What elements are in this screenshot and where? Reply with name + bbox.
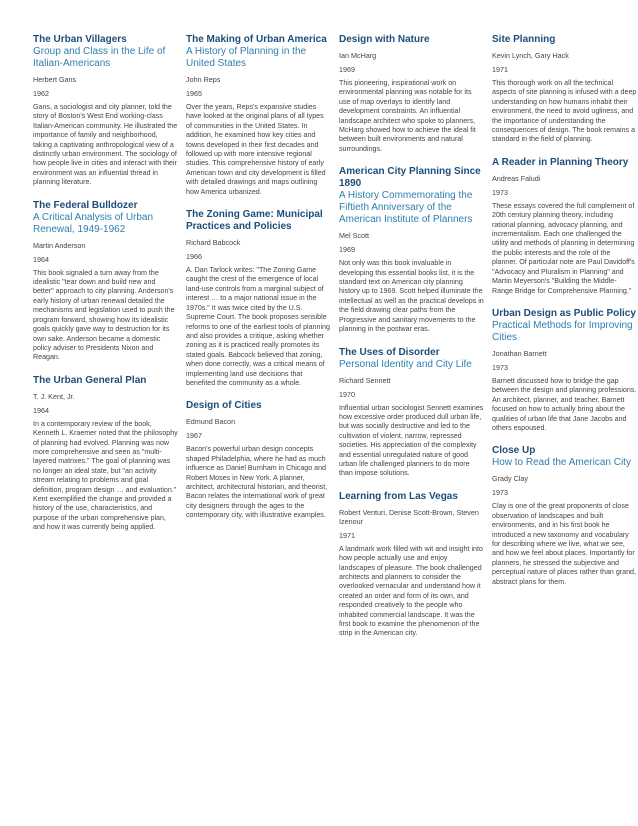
book-entry [186, 209, 331, 388]
book-year: 1964 [33, 405, 49, 415]
book-author: Ian McHarg [339, 51, 377, 60]
book-title: Urban Design as Public Policy [492, 307, 636, 319]
book-entry [339, 166, 484, 334]
book-description: Influential urban sociologist Sennett examines how excessive order produced dull urban life, but was socially destructive and led to the cultivation of violent, narrow, repressed societies. His appreciation of the complexity and essential unregulated nature of good urban life challenged planners to do more than impose solutions. [339, 403, 484, 478]
book-subtitle: A History of Planning in the United States [186, 46, 307, 69]
book-entry [339, 347, 484, 479]
book-title: Design with Nature [339, 34, 430, 45]
book-description: Not only was this book invaluable in developing this essential books list, it is the standard text on American city planning history up to 1969. Scott helped illuminate the intellectual as well as the practical develops in the field drawing clear paths from the Progressive and sanitary movements to the planning in the postwar eras. [339, 259, 484, 334]
book-year: 1962 [33, 89, 49, 98]
book-subtitle: Practical Methods for Improving Cities [492, 319, 633, 343]
book-title: The Urban General Plan [33, 374, 147, 386]
book-entry [186, 34, 331, 197]
book-year: 1970 [339, 389, 355, 399]
book-entry [339, 491, 484, 639]
book-year: 1967 [186, 431, 202, 441]
book-description: A. Dan Tarlock writes: "The Zoning Game caught the crest of the emergence of local land-use controls from a marginal subject of interest … to a major national issue in the 1970s." It was twice cited by the U.S. Supreme Court. The book proposes sensible reforms to one of the earliest tools of planning and also provides a critique, asking whether zoning as it is practiced really promotes its stated goals. Babcock believed that zoning, when done correctly, was a critical means of implementing land use decisions that benefited the community as a whole. [186, 266, 330, 387]
book-year: 1966 [186, 252, 202, 262]
book-year: 1965 [186, 89, 202, 98]
book-entry [492, 445, 637, 587]
book-year: 1973 [492, 362, 508, 372]
book-author: Robert Venturi, Denise Scott-Brown, Steven Izenour [339, 507, 479, 526]
book-subtitle: A Critical Analysis of Urban Renewal, 1949-1962 [33, 211, 154, 235]
book-year: 1969 [339, 245, 355, 255]
book-description: Over the years, Reps's expansive studies have looked at the original plans of all types of communities in the United States. In addition, he examined how key cities and towns developed in their first decades and followed up with more intensive regional studies. This comprehensive history of early American town and city development is filled with detailed drawings and maps outlining how America urbanized. [186, 103, 326, 196]
book-author: Martin Anderson [33, 240, 86, 250]
book-year: 1973 [492, 488, 508, 498]
book-entry [186, 400, 331, 520]
book-description: These essays covered the full complement of 20th century planning theory, including rational planning, advocacy planning, and incrementalism. Each one challenged the utility and methods of planning in determining the public interests and the role of the planner. Of particular note are Paul Davidoff's "Advocacy and Pluralism in Planning" and Martin Meyerson's "Building the Middle-Range Bridge for Comprehensive Planning." [492, 201, 635, 295]
book-description: Barnett discussed how to bridge the gap between the design and planning professions. An architect, planner, and teacher, Barnett focused on how to actually bring about the qualities of urban life that Jane Jacobs and others espoused. [492, 376, 637, 432]
book-entry [492, 308, 637, 433]
book-subtitle: Group and Class in the Life of Italian-Americans [33, 46, 166, 69]
book-entry [339, 34, 484, 154]
book-description: Gans, a sociologist and city planner, told the story of Boston's West End working-class Italian-American community. He illustrated the importance of family and neighborhood, taking a captivating anthropological view of a distinctly urban environment. The sociology of how people live in cities and interact with their environment was an influential thread in planning literature. [33, 103, 178, 187]
book-title: The Zoning Game: Municipal Practices and Policies [186, 209, 323, 233]
book-title: Design of Cities [186, 400, 262, 412]
book-entry [492, 34, 637, 145]
book-title: The Urban Villagers [33, 34, 127, 45]
book-author: Andreas Faludi [492, 173, 541, 183]
book-year: 1969 [339, 65, 355, 74]
column-2 [186, 34, 331, 826]
book-subtitle: Personal Identity and City Life [339, 358, 472, 370]
book-author: John Reps [186, 75, 221, 84]
column-1 [33, 34, 178, 826]
book-year: 1964 [33, 254, 49, 264]
book-description: Bacon's powerful urban design concepts shaped Philadelphia, where he had as much influence as Daniel Burnham in Chicago and Robert Moses in New York. A planner, architect, architectural historian, and theorist, Bacon relates the international work of great city designers through the ages to the contemporary city, with illustrative examples. [186, 445, 328, 520]
book-year: 1971 [492, 65, 508, 74]
book-author: Jonathan Barnett [492, 348, 547, 358]
book-author: Richard Sennett [339, 375, 391, 385]
book-author: Kevin Lynch, Gary Hack [492, 51, 569, 60]
book-entry [33, 375, 178, 533]
book-title: American City Planning Since 1890 [339, 166, 481, 190]
book-entry [33, 34, 178, 188]
book-description: This book signaled a turn away from the idealistic "tear down and build new and better" approach to city planning. Anderson's early history of urban renewal detailed the mechanisms and legislation used to push the program forward, showing how its idealistic goals quickly gave way to destruction for its own sake. Anderson became a domestic policy adviser to Presidents Nixon and Reagan. [33, 268, 175, 362]
book-subtitle: How to Read the American City [492, 457, 631, 469]
book-title: The Federal Bulldozer [33, 199, 138, 211]
column-3 [339, 34, 484, 826]
book-title: The Uses of Disorder [339, 346, 440, 358]
book-description: This pioneering, inspirational work on environmental planning was notable for its use of map overlays to identify land development constraints. An influential landscape architect who spoke to planners, McHarg showed how to achieve the ideal fit between built environments and natural surroundings. [339, 79, 476, 153]
book-description: This thorough work on all the technical aspects of site planning is infused with a deep understanding on how humans inhabit their environment, the need to avoid ugliness, and the importance of understanding the consequences of design. The book remains a standard in the field of planning. [492, 79, 637, 144]
column-4 [492, 34, 637, 826]
book-description: In a contemporary review of the book, Kenneth L. Kraemer noted that the philosophy of planning had evolved. Planning was now more comprehensive and seen as "multi-layered matrixes." The goal of planning was no longer an ideal state, but "an activity stream relating to problems and goal definition, program design … and evaluation." Kent exemplified the change and provided a history of the use, characteristics, and purpose of the urban comprehensive plan, and how it was currently being applied. [33, 419, 178, 532]
book-title: Site Planning [492, 34, 556, 45]
book-title: Learning from Las Vegas [339, 490, 458, 502]
book-description: Clay is one of the great proponents of close observation of landscapes and built environments, and in his first book he introduced a new taxonomy and vocabulary for describing where we live, what we see, and how we feel about places. Importantly for planners, he stressed the subjective and perceptual nature of places rather than grand, abstract plans for them. [492, 502, 636, 586]
book-year: 1973 [492, 187, 508, 197]
book-author: T. J. Kent, Jr. [33, 391, 75, 401]
book-author: Richard Babcock [186, 238, 241, 248]
book-description: A landmark work filled with wit and insight into how people actually use and enjoy landscapes of pleasure. The book challenged architects and planners to consider the overlooked vernacular and understand how it created an order and form of its own, and responded creatively to the people who inhabited commercial landscape. It was the first book to examine the phenomenon of the strip in the American city. [339, 544, 483, 638]
book-subtitle: A History Commemorating the Fiftieth Anniversary of the American Institute of Planners [339, 190, 473, 226]
book-year: 1971 [339, 530, 355, 540]
book-author: Edmund Bacon [186, 417, 236, 427]
book-title: A Reader in Planning Theory [492, 156, 629, 168]
book-author: Herbert Gans [33, 75, 77, 84]
book-entry [492, 157, 637, 296]
book-title: Close Up [492, 445, 536, 457]
book-entry [33, 200, 178, 363]
book-title: The Making of Urban America [186, 34, 327, 45]
book-author: Mel Scott [339, 231, 369, 241]
book-author: Grady Clay [492, 474, 528, 484]
